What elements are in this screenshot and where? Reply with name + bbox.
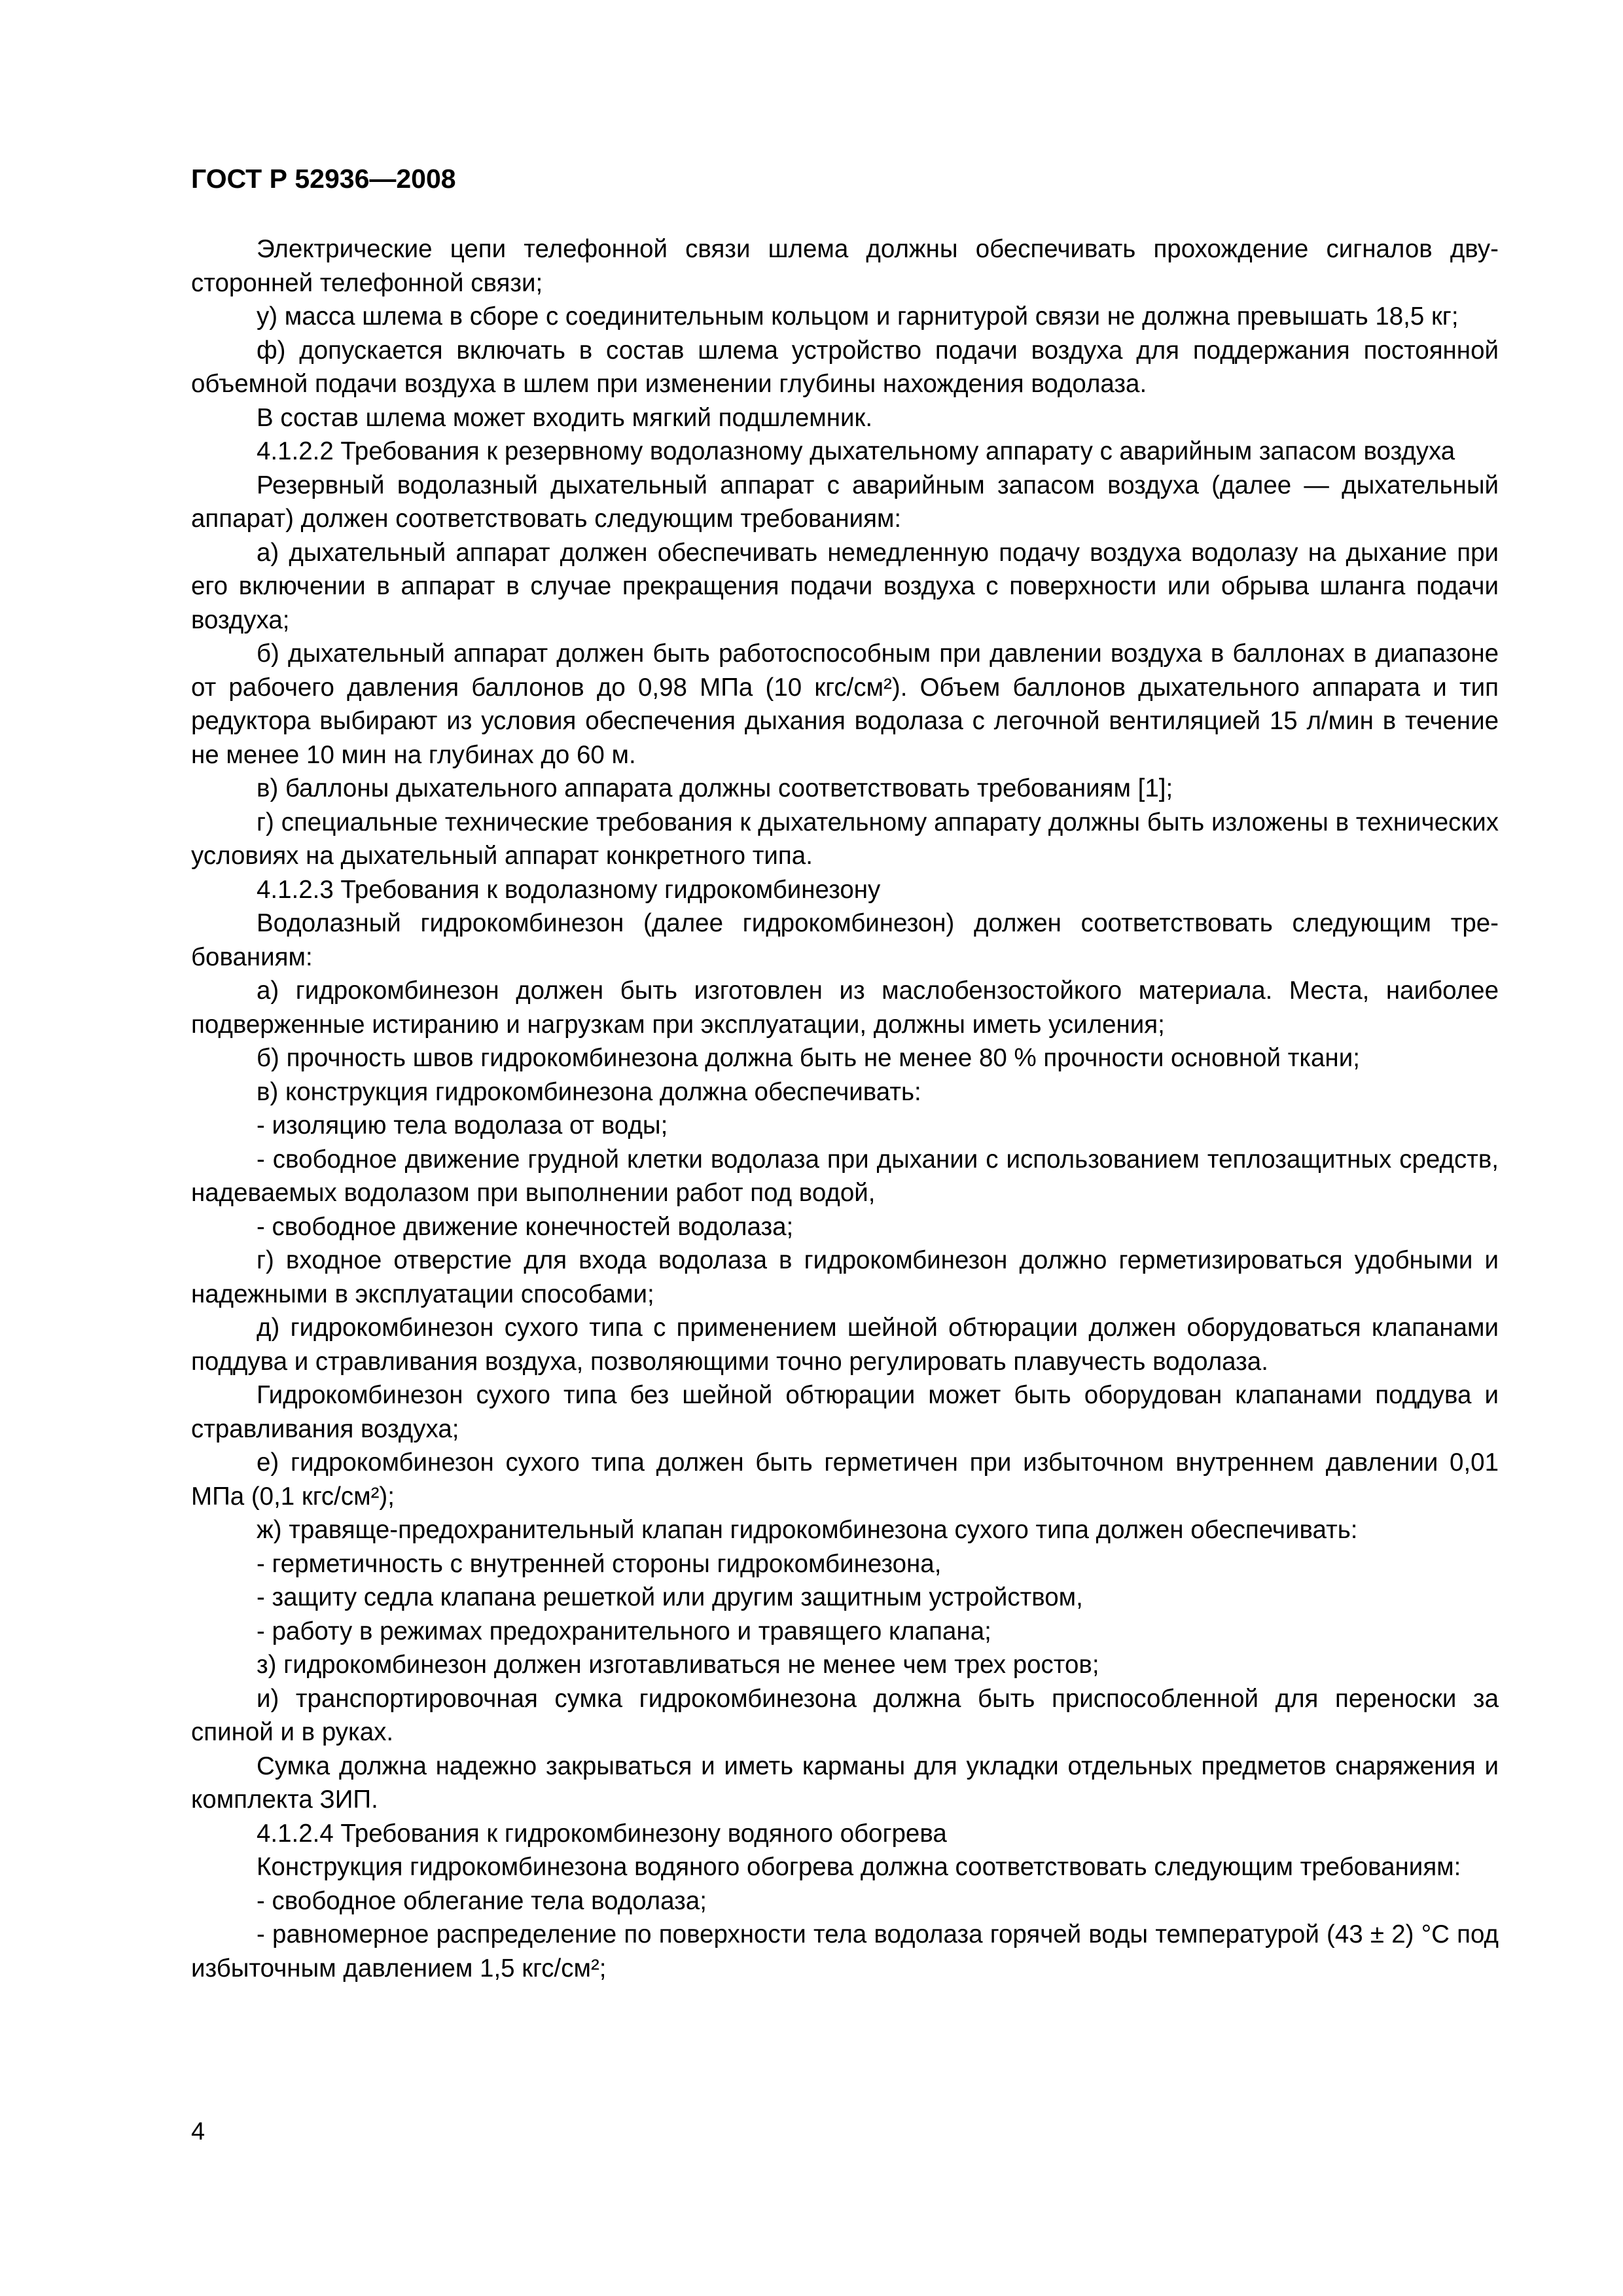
list-item: - изоляцию тела водолаза от воды; (257, 1111, 668, 1139)
paragraph: д) гидрокомбинезон сухого типа с применением шейной обтюрации должен оборудоваться клапанами поддува и стравливания воздуха, позволяющими точно регулировать плавучесть водолаза. (191, 1314, 1499, 1376)
document-header: ГОСТ Р 52936—2008 (191, 164, 456, 194)
paragraph: е) гидрокомбинезон сухого типа должен быть герметичен при избыточном внутреннем давлении 0,01 МПа (0,1 кгс/см²); (191, 1448, 1499, 1511)
list-item: - герметичность с внутренней стороны гидрокомбинезона, (257, 1549, 942, 1578)
paragraph: Гидрокомбинезон сухого типа без шейной обтюрации может быть оборудован клапанами поддува и стравливания воздуха; (191, 1381, 1499, 1443)
paragraph: Электрические цепи телефонной связи шлема должны обеспечивать прохождение сигналов двусторонней телефонной связи; (191, 235, 1499, 297)
list-item: - свободное движение конечностей водолаза; (257, 1212, 794, 1241)
paragraph: б) прочность швов гидрокомбинезона должна быть не менее 80 % прочности основной ткани; (257, 1044, 1360, 1072)
list-item: - свободное движение грудной клетки водолаза при дыхании с использованием теплозащитных средств, надеваемых водолазом при выполнении работ под водой, (191, 1145, 1499, 1207)
paragraph: Водолазный гидрокомбинезон (далее гидрокомбинезон) должен соответствовать следующим требованиям: (191, 909, 1499, 971)
paragraph: ж) травяще-предохранительный клапан гидрокомбинезона сухого типа должен обеспечивать: (257, 1516, 1358, 1544)
section-heading: 4.1.2.4 Требования к гидрокомбинезону водяного обогрева (257, 1819, 947, 1848)
section-heading: 4.1.2.3 Требования к водолазному гидрокомбинезону (257, 875, 881, 904)
paragraph: В состав шлема может входить мягкий подшлемник. (257, 403, 873, 432)
paragraph: з) гидрокомбинезон должен изготавливаться не менее чем трех ростов; (257, 1651, 1099, 1679)
list-item: - работу в режимах предохранительного и травящего клапана; (257, 1617, 991, 1645)
paragraph: а) дыхательный аппарат должен обеспечивать немедленную подачу воздуха водолазу на дыхание при его включении в аппарат в случае прекращения подачи воздуха с поверхности или обрыва шланга подачи воздуха; (191, 538, 1499, 634)
list-item: - равномерное распределение по поверхности тела водолаза горячей воды температурой (43 ± 2) °С под избыточным давлением 1,5 кгс/см²; (191, 1920, 1499, 1982)
paragraph: г) входное отверстие для входа водолаза в гидрокомбинезон должно герметизироваться удобными и надежными в эксплуатации способами; (191, 1246, 1499, 1308)
paragraph: в) баллоны дыхательного аппарата должны соответствовать требованиям [1]; (257, 774, 1173, 802)
paragraph: в) конструкция гидрокомбинезона должна обеспечивать: (257, 1077, 921, 1106)
paragraph: г) специальные технические требования к дыхательному аппарату должны быть изложены в технических условиях на дыхательный аппарат конкретного типа. (191, 808, 1499, 870)
list-item: - свободное облегание тела водолаза; (257, 1886, 707, 1915)
paragraph: у) масса шлема в сборе с соединительным кольцом и гарнитурой связи не должна превышать 18,5 кг; (257, 302, 1459, 331)
paragraph: Конструкция гидрокомбинезона водяного обогрева должна соответствовать следующим требованиям: (257, 1853, 1461, 1881)
paragraph: б) дыхательный аппарат должен быть работоспособным при давлении воздуха в баллонах в диапазоне от рабочего давления баллонов до 0,98 МПа (10 кгс/см²). Объем баллонов дыхательного аппарата и тип редуктора выбирают из условия обеспечения дыхания водолаза с легочной вентиляцией 15 л/мин в течение не менее 10 мин на глубинах до 60 м. (191, 639, 1499, 769)
section-heading: 4.1.2.2 Требования к резервному водолазному дыхательному аппарату с аварийным запасом воздуха (257, 437, 1455, 465)
page-number: 4 (191, 2118, 205, 2145)
paragraph: Резервный водолазный дыхательный аппарат с аварийным запасом воздуха (далее — дыхательный аппарат) должен соответствовать следующим требованиям: (191, 471, 1499, 533)
paragraph: и) транспортировочная сумка гидрокомбинезона должна быть приспособленной для переноски за спиной и в руках. (191, 1684, 1499, 1746)
paragraph: Сумка должна надежно закрываться и иметь карманы для укладки отдельных предметов снаряжения и комплекта ЗИП. (191, 1751, 1499, 1814)
list-item: - защиту седла клапана решеткой или другим защитным устройством, (257, 1583, 1083, 1611)
document-body (191, 232, 1499, 1985)
paragraph: ф) допускается включать в состав шлема устройство подачи воздуха для поддержания постоянной объемной подачи воздуха в шлем при изменении глубины нахождения водолаза. (191, 336, 1499, 398)
paragraph: а) гидрокомбинезон должен быть изготовлен из маслобензостойкого материала. Места, наиболее подверженные истиранию и нагрузкам при эксплуатации, должны иметь усиления; (191, 977, 1499, 1039)
